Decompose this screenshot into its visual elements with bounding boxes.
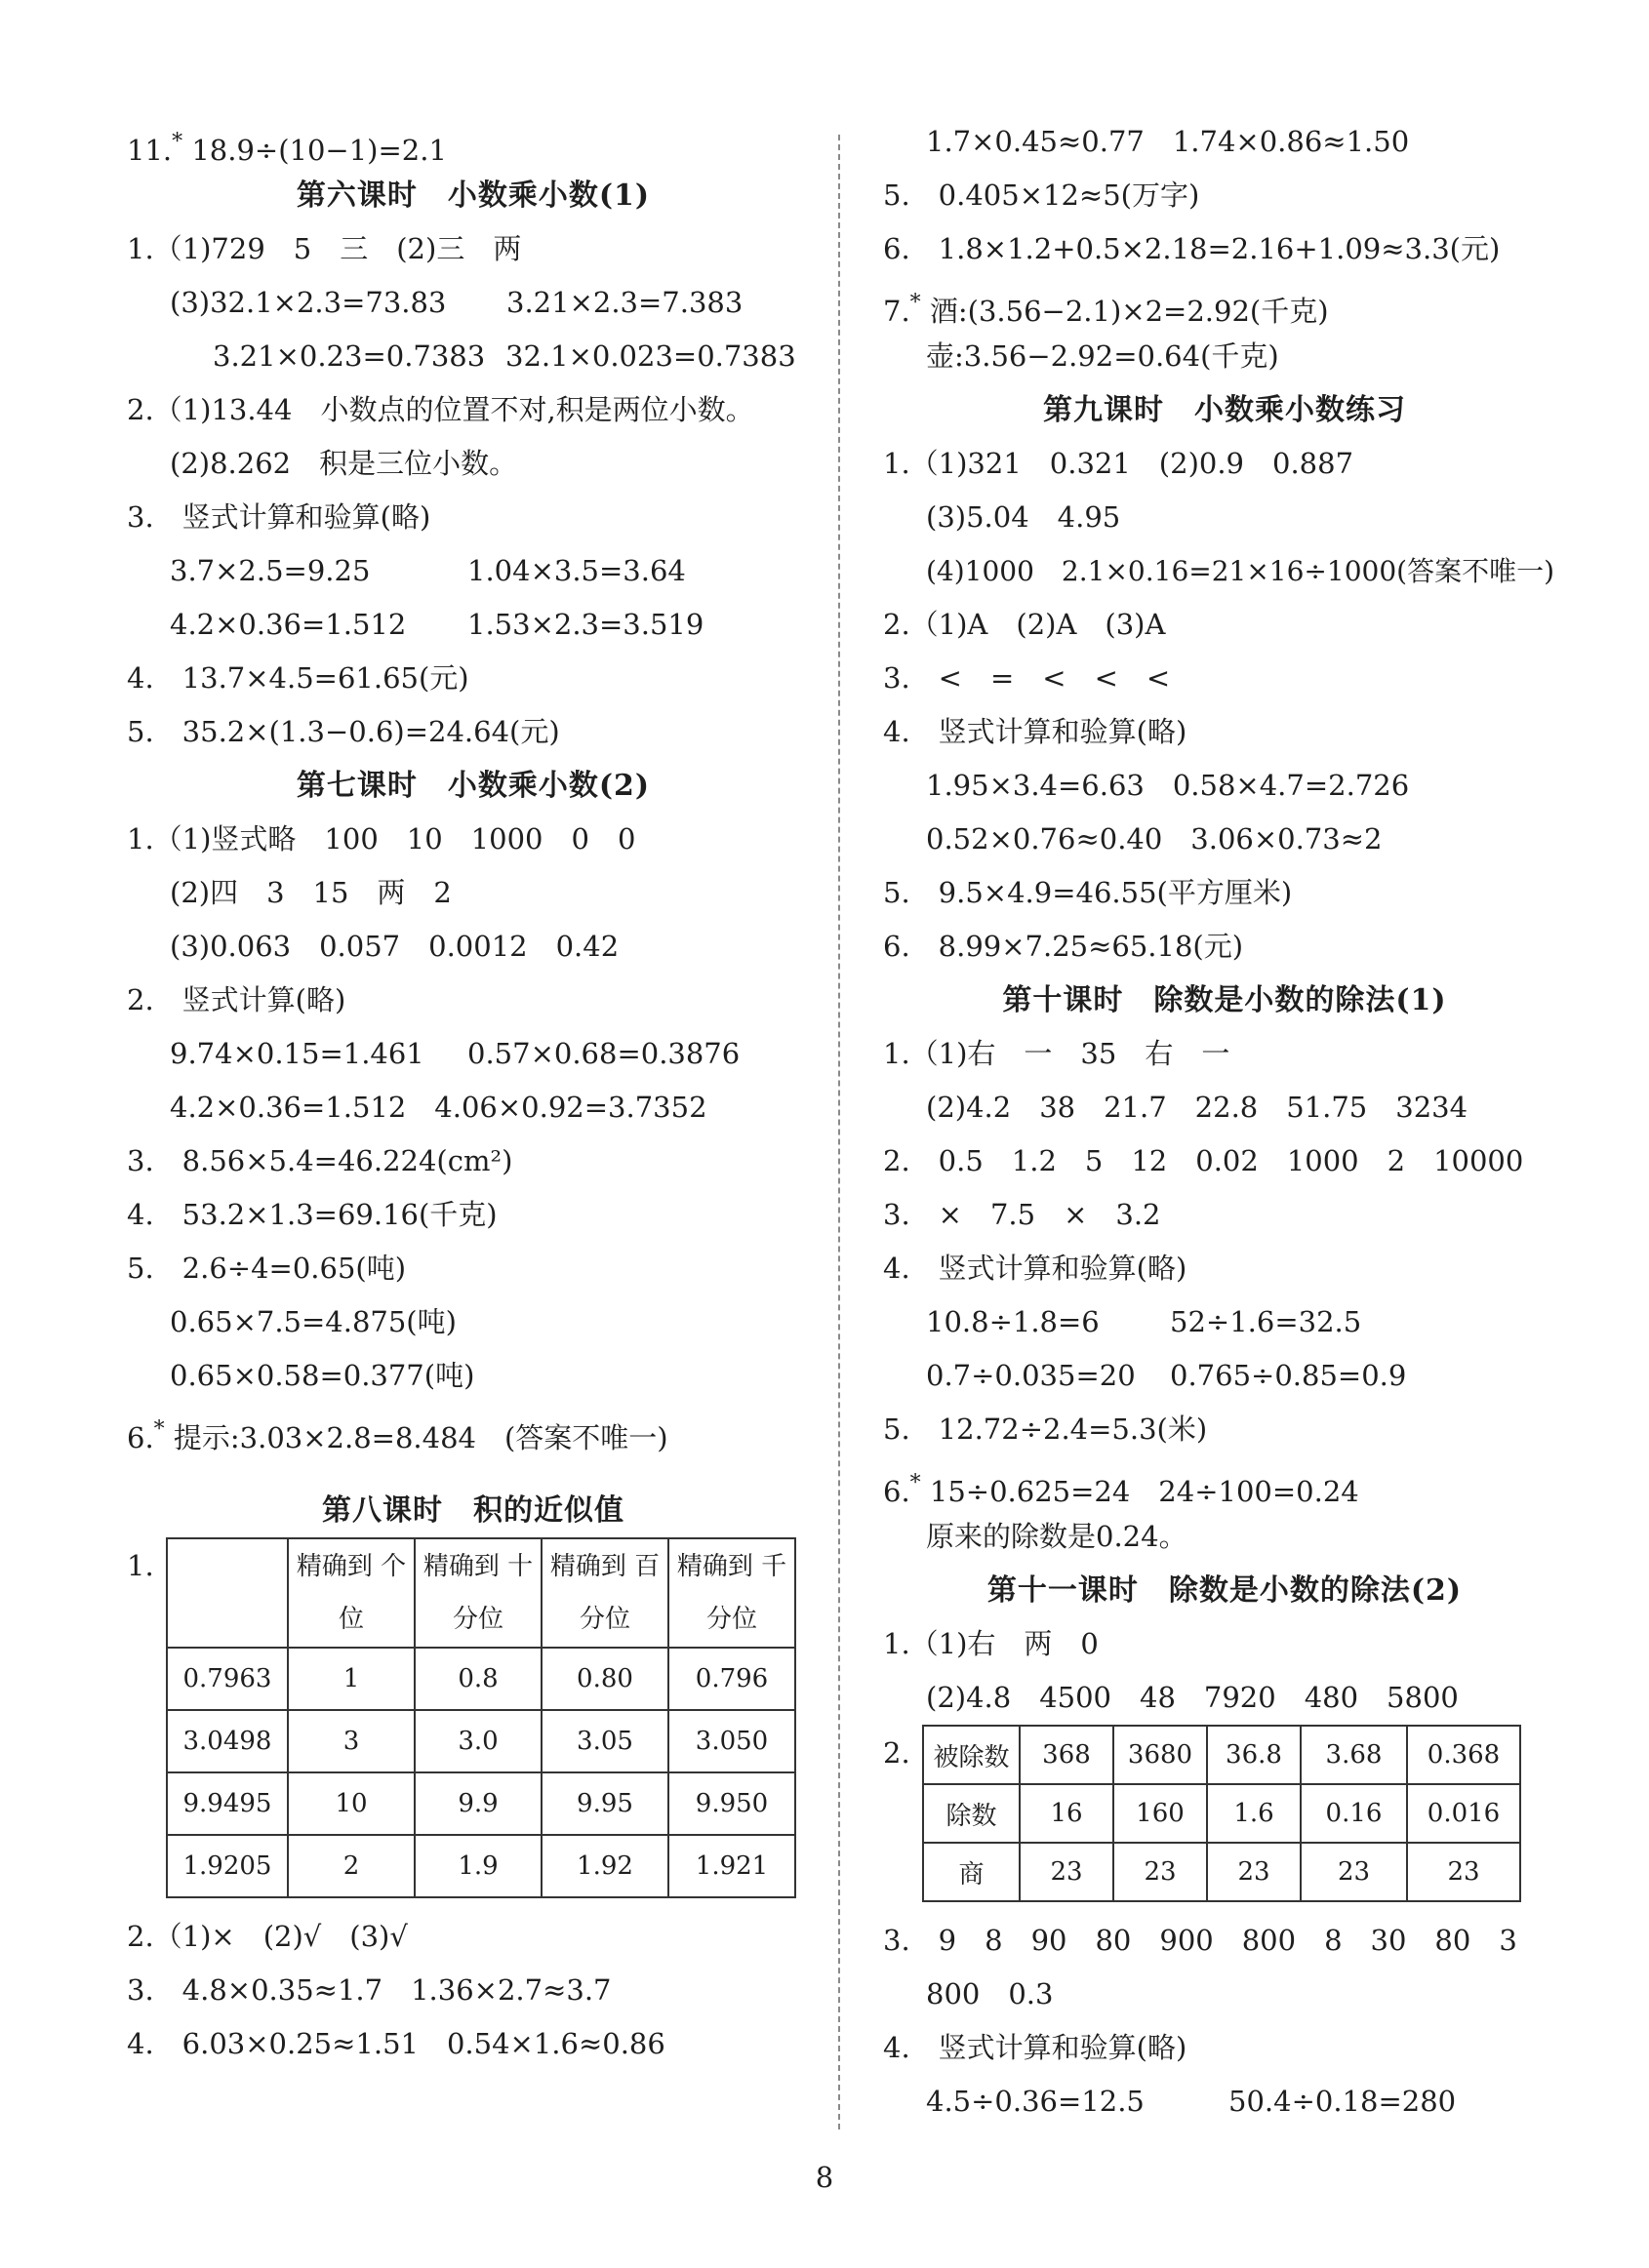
answer-line: (3)32.1×2.3=73.83 3.21×2.3=7.383 — [170, 286, 744, 319]
answer-line: 5. 2.6÷4=0.65(吨) — [127, 1252, 407, 1285]
table-cell: 0.80 — [542, 1648, 668, 1710]
table-cell: 36.8 — [1207, 1726, 1301, 1784]
table-header-cell: 精确到 百分位 — [542, 1538, 668, 1648]
table-cell: 23 — [1407, 1843, 1520, 1901]
answer-line: 3. 8.56×5.4=46.224(cm²) — [127, 1144, 513, 1177]
left-column — [127, 115, 820, 2071]
answer-line: 5. 12.72÷2.4=5.3(米) — [883, 1413, 1208, 1446]
table-corner-cell — [167, 1538, 288, 1648]
table-cell: 1 — [288, 1648, 415, 1710]
spacer — [127, 1456, 820, 1484]
table-cell: 23 — [1207, 1843, 1301, 1901]
answer-line: 9.74×0.15=1.461 0.57×0.68=0.3876 — [170, 1037, 741, 1070]
answer-line: 0.65×7.5=4.875(吨) — [170, 1305, 457, 1338]
answer-line: (2)8.262 积是三位小数。 — [170, 447, 518, 480]
table-row-header: 商 — [923, 1843, 1020, 1901]
answer-line: 原来的除数是0.24。 — [926, 1520, 1187, 1553]
answer-line: 2.（1)× (2)√ (3)√ — [127, 1920, 408, 1953]
answer-line: 3. 竖式计算和验算(略) — [127, 500, 431, 534]
answer-line: 3. 4.8×0.35≈1.7 1.36×2.7≈3.7 — [127, 1973, 612, 2007]
table-cell: 0.016 — [1407, 1784, 1520, 1843]
table-cell: 368 — [1020, 1726, 1113, 1784]
approximation-table — [166, 1537, 796, 1898]
answer-line: 1.（1)竖式略 100 10 1000 0 0 — [127, 822, 636, 855]
answer-line: (3)5.04 4.95 — [926, 500, 1121, 534]
table-cell: 1.9 — [415, 1835, 542, 1897]
star-mark: * — [153, 1417, 165, 1442]
answer-line: 11.* 18.9÷(10−1)=2.1 — [127, 130, 447, 167]
answer-line: (3)0.063 0.057 0.0012 0.42 — [170, 930, 620, 963]
answer-line: 800 0.3 — [926, 1977, 1054, 2010]
table-cell: 3.0 — [415, 1710, 542, 1772]
column-divider — [838, 135, 840, 2129]
section-heading: 第六课时 小数乘小数(1) — [296, 179, 651, 213]
table-header-row — [167, 1538, 795, 1648]
section-heading: 第十一课时 除数是小数的除法(2) — [986, 1573, 1463, 1608]
answer-line: 4.2×0.36=1.512 1.53×2.3=3.519 — [170, 608, 704, 641]
division-table — [922, 1725, 1521, 1902]
table-row — [923, 1843, 1520, 1901]
answer-line: 3. × 7.5 × 3.2 — [883, 1198, 1161, 1231]
answer-line: 3. < = < < < — [883, 661, 1171, 695]
table-cell: 9.95 — [542, 1772, 668, 1835]
answer-line: 1.（1)729 5 三 (2)三 两 — [127, 232, 522, 265]
answer-line: 3. 9 8 90 80 900 800 8 30 80 3 — [883, 1924, 1517, 1957]
page-number: 8 — [815, 2161, 834, 2194]
section-heading: 第八课时 积的近似值 — [322, 1493, 624, 1528]
table-cell: 3680 — [1113, 1726, 1207, 1784]
table-cell: 1.921 — [668, 1835, 795, 1897]
table-cell: 23 — [1113, 1843, 1207, 1901]
answer-line: 4.2×0.36=1.512 4.06×0.92=3.7352 — [170, 1091, 707, 1124]
table-row — [167, 1710, 795, 1772]
table-cell: 16 — [1020, 1784, 1113, 1843]
answer-line: 1.（1)右 两 0 — [883, 1627, 1099, 1660]
answer-line: 4. 13.7×4.5=61.65(元) — [127, 661, 469, 695]
answer-line: 6. 1.8×1.2+0.5×2.18=2.16+1.09≈3.3(元) — [883, 232, 1501, 265]
answer-line: 4. 竖式计算和验算(略) — [883, 2031, 1187, 2064]
answer-line: 0.7÷0.035=20 0.765÷0.85=0.9 — [926, 1359, 1407, 1392]
table-cell: 23 — [1020, 1843, 1113, 1901]
section-heading: 第九课时 小数乘小数练习 — [1043, 393, 1406, 427]
answer-line: 3.7×2.5=9.25 1.04×3.5=3.64 — [170, 554, 686, 587]
answer-line: 4.5÷0.36=12.5 50.4÷0.18=280 — [926, 2085, 1457, 2118]
table-row — [167, 1772, 795, 1835]
table-cell: 9.950 — [668, 1772, 795, 1835]
table-row — [167, 1648, 795, 1710]
answer-line: 2.（1)13.44 小数点的位置不对,积是两位小数。 — [127, 393, 754, 426]
star-mark: * — [172, 130, 183, 154]
table-cell: 3.05 — [542, 1710, 668, 1772]
table-cell: 1.6 — [1207, 1784, 1301, 1843]
answer-line: 2.（1)A (2)A (3)A — [883, 608, 1166, 641]
table-row — [923, 1726, 1520, 1784]
table-cell: 3.68 — [1301, 1726, 1407, 1784]
table-row-header: 除数 — [923, 1784, 1020, 1843]
table-cell: 3.0498 — [167, 1710, 288, 1772]
table-cell: 3.050 — [668, 1710, 795, 1772]
table-cell: 0.7963 — [167, 1648, 288, 1710]
right-column — [883, 115, 1566, 2129]
table-row — [167, 1835, 795, 1897]
table-header-cell: 精确到 千分位 — [668, 1538, 795, 1648]
star-mark: * — [909, 1471, 921, 1495]
answer-line: 1.（1)321 0.321 (2)0.9 0.887 — [883, 447, 1354, 480]
table-cell: 0.796 — [668, 1648, 795, 1710]
table-cell: 1.92 — [542, 1835, 668, 1897]
question-number: 2. — [883, 1736, 910, 1770]
answer-line: 2. 竖式计算(略) — [127, 983, 346, 1016]
answer-line: 6. 8.99×7.25≈65.18(元) — [883, 930, 1244, 963]
answer-line: 6.* 15÷0.625=24 24÷100=0.24 — [883, 1471, 1359, 1508]
table-cell: 9.9495 — [167, 1772, 288, 1835]
section-heading: 第七课时 小数乘小数(2) — [296, 769, 651, 803]
answer-line: 4. 竖式计算和验算(略) — [883, 715, 1187, 748]
answer-line: 5. 0.405×12≈5(万字) — [883, 179, 1200, 212]
answer-line: 0.65×0.58=0.377(吨) — [170, 1359, 475, 1392]
table-cell: 9.9 — [415, 1772, 542, 1835]
question-1-table-block — [127, 1537, 820, 1898]
table-cell: 2 — [288, 1835, 415, 1897]
table-header-cell: 精确到 个位 — [288, 1538, 415, 1648]
answer-line: (4)1000 2.1×0.16=21×16÷1000(答案不唯一) — [926, 555, 1555, 587]
answer-line: 2. 0.5 1.2 5 12 0.02 1000 2 10000 — [883, 1144, 1524, 1177]
answer-line: 6.* 提示:3.03×2.8=8.484 (答案不唯一) — [127, 1417, 668, 1454]
table-cell: 0.8 — [415, 1648, 542, 1710]
answer-line: 1.95×3.4=6.63 0.58×4.7=2.726 — [926, 769, 1410, 802]
table-header-cell: 精确到 十分位 — [415, 1538, 542, 1648]
answer-line: 5. 9.5×4.9=46.55(平方厘米) — [883, 876, 1293, 909]
table-cell: 23 — [1301, 1843, 1407, 1901]
answer-line: 3.21×0.23=0.7383 32.1×0.023=0.7383 — [213, 339, 796, 373]
answer-line: (2)4.8 4500 48 7920 480 5800 — [926, 1681, 1459, 1714]
table-row — [923, 1784, 1520, 1843]
answer-line: 7.* 酒:(3.56−2.1)×2=2.92(千克) — [883, 291, 1329, 328]
answer-line: 10.8÷1.8=6 52÷1.6=32.5 — [926, 1305, 1362, 1338]
answer-line: 4. 6.03×0.25≈1.51 0.54×1.6≈0.86 — [127, 2027, 665, 2060]
answer-line: 4. 竖式计算和验算(略) — [883, 1252, 1187, 1285]
table-cell: 0.16 — [1301, 1784, 1407, 1843]
table-cell: 1.9205 — [167, 1835, 288, 1897]
table-cell: 0.368 — [1407, 1726, 1520, 1784]
answer-line: 1.（1)右 一 35 右 一 — [883, 1037, 1230, 1070]
answer-line: 0.52×0.76≈0.40 3.06×0.73≈2 — [926, 822, 1383, 855]
answer-line: 4. 53.2×1.3=69.16(千克) — [127, 1198, 498, 1231]
table-cell: 10 — [288, 1772, 415, 1835]
answer-line: (2)4.2 38 21.7 22.8 51.75 3234 — [926, 1091, 1468, 1124]
table-cell: 160 — [1113, 1784, 1207, 1843]
answer-line: 1.7×0.45≈0.77 1.74×0.86≈1.50 — [926, 125, 1410, 158]
answer-line: (2)四 3 15 两 2 — [170, 876, 452, 909]
table-cell: 3 — [288, 1710, 415, 1772]
answer-line: 5. 35.2×(1.3−0.6)=24.64(元) — [127, 715, 560, 748]
answer-line: 壶:3.56−2.92=0.64(千克) — [926, 339, 1279, 373]
spacer — [883, 1902, 1566, 1914]
question-2-table-block — [883, 1725, 1566, 1902]
section-heading: 第十课时 除数是小数的除法(1) — [1002, 983, 1447, 1017]
question-number: 1. — [127, 1549, 154, 1582]
star-mark: * — [909, 291, 921, 315]
spacer — [127, 1898, 820, 1910]
table-row-header: 被除数 — [923, 1726, 1020, 1784]
